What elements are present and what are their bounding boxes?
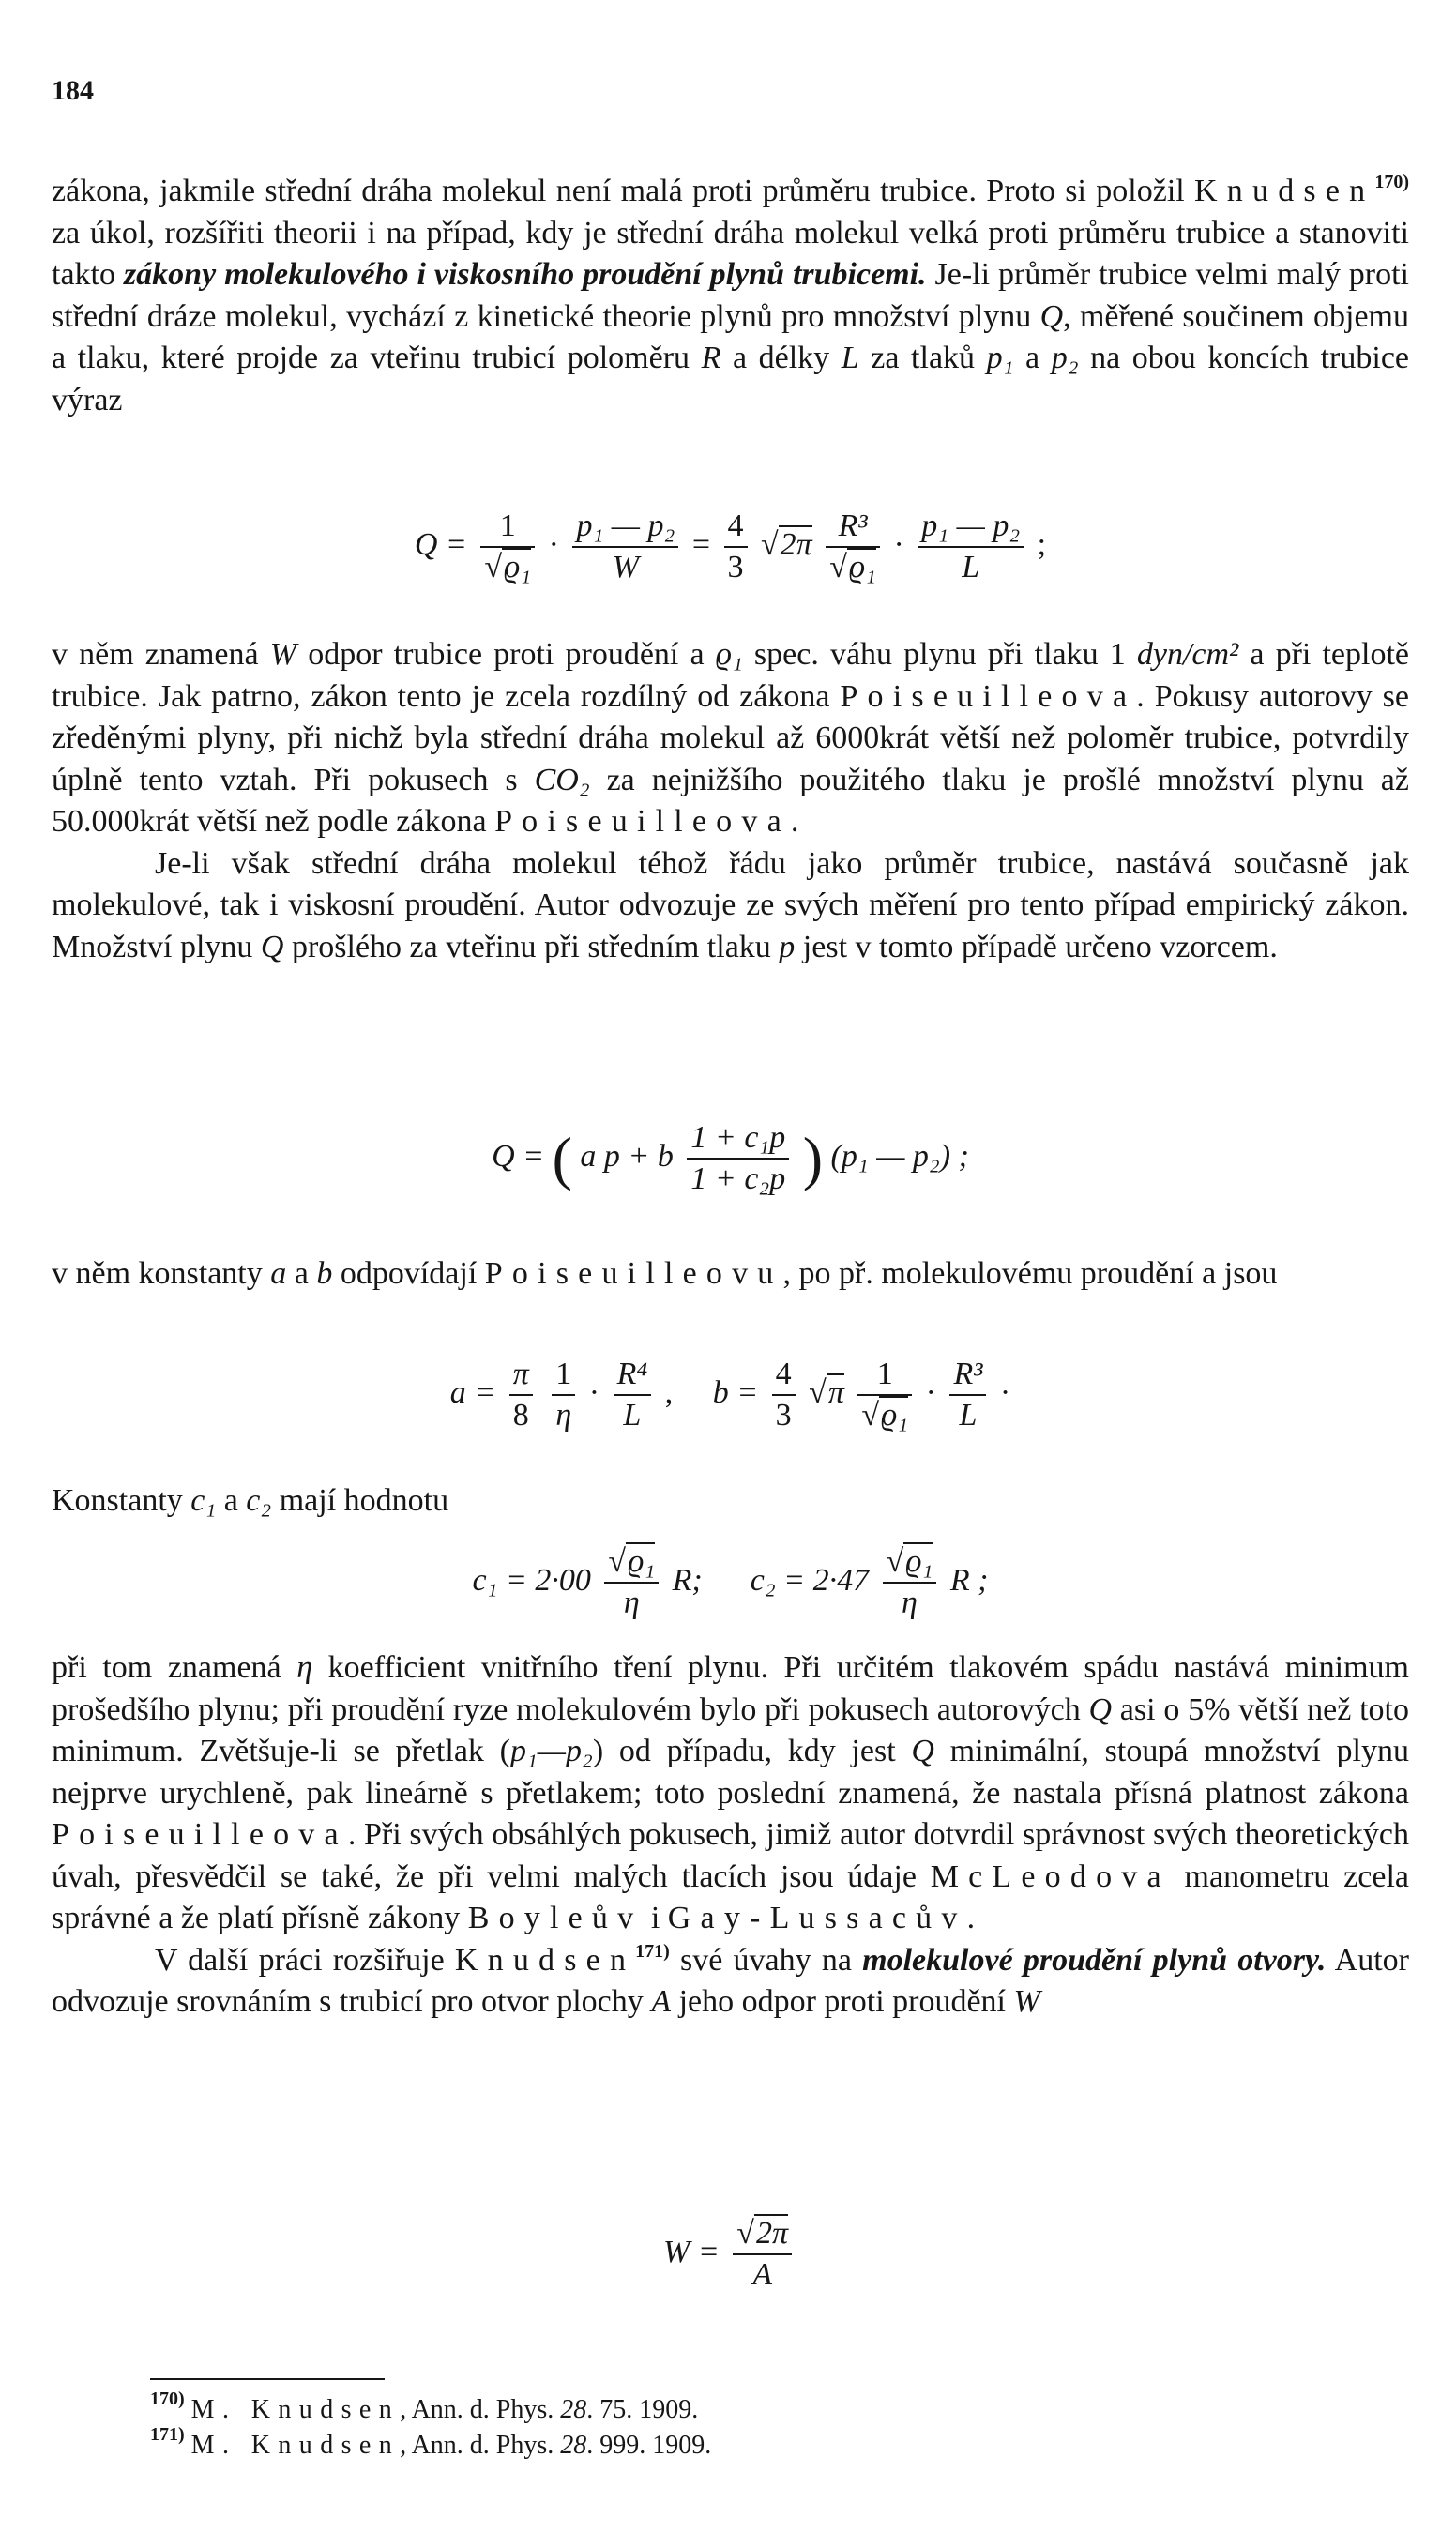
- denominator: η: [623, 1585, 640, 1620]
- symbol: W: [269, 637, 297, 672]
- text-block-1: [52, 171, 1409, 421]
- text: a: [216, 1483, 247, 1518]
- paren: ): [802, 1125, 824, 1191]
- paragraph-6: [52, 1647, 1409, 1940]
- numerator: 4: [724, 507, 748, 548]
- denominator: 3: [775, 1398, 792, 1433]
- eq-term: R;: [672, 1562, 703, 1598]
- symbol: p₁: [986, 341, 1014, 375]
- denominator: W: [612, 550, 640, 584]
- denominator: η: [902, 1585, 918, 1620]
- numerator: π: [509, 1355, 533, 1396]
- fraction: [509, 1355, 533, 1435]
- text: spec. váhu plynu při tlaku 1: [742, 637, 1137, 672]
- text: minimální, stoupá množství plynu nejprve urychleně, pak lineárně s přetlakem; toto poslední znamená, že nastala přísná platnost zákona: [52, 1734, 1409, 1811]
- punctuation: ,: [664, 1374, 674, 1410]
- text: koefficient vnitřního tření plynu. Při určitém tlakovém spádu nastává minimum prošedšího plynu; při proudění ryze molekulovém bylo při pokusech autorových: [52, 1650, 1409, 1727]
- denominator: √ϱ₁: [484, 550, 532, 584]
- numerator: p₁ — p₂: [572, 507, 678, 548]
- author-name: Knudsen: [1194, 174, 1375, 208]
- equation-1: Q = $\frac{1}{\text{√ϱ₁}}$ · $\frac{\text{p₁ — p₂}}{W}$ = $\frac{4}{3}$ √2π $\frac{\text{R³}}{\text{√ϱ₁}}$ · $\frac{\text{p₁ — p₂}}{L}$ ;: [52, 507, 1409, 587]
- fraction: [604, 1542, 659, 1623]
- author-name: Poiseuilleovu: [484, 1256, 783, 1291]
- paragraph-2: [52, 634, 1409, 843]
- text: na obou koncích trubice výraz: [52, 341, 1409, 417]
- fraction: [572, 507, 678, 587]
- fraction: [687, 1118, 789, 1199]
- text: v něm znamená: [52, 637, 270, 672]
- denominator: L: [962, 550, 980, 584]
- paragraph-7: [52, 1940, 1409, 2024]
- symbol: η: [296, 1650, 313, 1685]
- footnote-rule: [150, 2378, 385, 2380]
- fraction: [724, 507, 748, 587]
- eq-lhs: b =: [712, 1374, 759, 1410]
- symbol: ϱ₁: [715, 637, 743, 672]
- symbol: A: [651, 1984, 672, 2019]
- sqrt-arg: ϱ₁: [905, 1544, 933, 1579]
- footnote-volume: 28: [560, 2395, 587, 2424]
- numerator: √ϱ₁: [604, 1542, 659, 1584]
- text: a při teplotě trubice. Jak patrno, zákon tento je zcela rozdílný od zákona: [52, 637, 1409, 714]
- page-number: 184: [52, 75, 94, 106]
- footnote-volume: 28: [560, 2431, 587, 2460]
- numerator: 1 + c₁p: [687, 1118, 789, 1160]
- eq-lhs: a =: [449, 1374, 496, 1410]
- unit: dyn/cm²: [1136, 637, 1239, 672]
- text-block-4: [52, 1480, 1409, 1523]
- author-name: Knudsen: [454, 1942, 636, 1978]
- eq-lhs: Q =: [414, 526, 467, 562]
- sqrt-arg: ϱ₁: [848, 550, 876, 584]
- symbol: CO₂: [534, 762, 590, 797]
- footnote-author: M. Knudsen: [190, 2431, 401, 2460]
- symbol: Q: [260, 929, 284, 964]
- text: a: [286, 1256, 317, 1291]
- text: asi o 5% větší než toto minimum. Zvětšuje-li se přetlak (: [52, 1691, 1409, 1768]
- numerator: R³: [826, 507, 880, 548]
- equation-3: a = $\frac{\pi}{8}$ $\frac{1}{\eta}$ · $\frac{\text{R⁴}}{L}$ , b = $\frac{4}{3}$ √π $\frac{1}{\text{√ϱ₁}}$ · $\frac{\text{R³}}{L}$ ·: [52, 1355, 1409, 1435]
- footnote-journal: , Ann. d. Phys.: [400, 2395, 561, 2424]
- text: a délky: [720, 341, 842, 375]
- paragraph-5: [52, 1480, 1409, 1523]
- denominator: 1 + c₂p: [690, 1161, 786, 1196]
- operator: =: [691, 526, 710, 562]
- eq-lhs: Q =: [492, 1138, 545, 1174]
- text: .: [966, 1901, 976, 1935]
- text: mají hodnotu: [271, 1483, 449, 1518]
- text: . Pokusy autorovy se zředěnými plyny, při nichž byla střední dráha molekul až 6000krát větší než poloměr trubice, potvrdily úplně tento vztah. Při pokusech s: [52, 678, 1410, 797]
- symbol: p₁—p₂: [509, 1734, 593, 1768]
- eq-lhs: W =: [663, 2234, 720, 2269]
- operator: ·: [588, 1374, 600, 1410]
- denominator: L: [959, 1398, 978, 1433]
- symbol: c₂: [246, 1483, 272, 1518]
- symbol: W: [1013, 1984, 1040, 2019]
- text: manometru zcela správné a že platí přísně zákony: [52, 1858, 1409, 1935]
- text: i: [643, 1901, 668, 1935]
- symbol: p₂: [1051, 341, 1079, 375]
- denominator: η: [555, 1398, 572, 1433]
- author-name: Poiseuilleova: [494, 804, 791, 839]
- footnote-author: M. Knudsen: [190, 2395, 401, 2424]
- text-block-3: [52, 1253, 1409, 1296]
- fraction: [883, 1542, 937, 1623]
- text: Konstanty: [52, 1483, 191, 1518]
- text: v něm konstanty: [52, 1256, 271, 1291]
- text: V další práci rozšiřuje: [155, 1942, 455, 1978]
- footnote-pages: . 75. 1909.: [586, 2395, 699, 2424]
- author-name: McLeodova: [930, 1858, 1171, 1894]
- symbol: Q: [1088, 1691, 1113, 1727]
- eq-lhs: c₂ = 2·47: [750, 1562, 870, 1598]
- text: zákona, jakmile střední dráha molekul není malá proti průměru trubice. Proto si položil: [52, 174, 1195, 208]
- text: Je-li průměr trubice velmi malý proti střední dráze molekul, vychází z kinetické theorie plynů pro množství plynu: [52, 257, 1410, 334]
- emphasis: zákony molekulového i viskosního proudění plynů trubicemi.: [123, 257, 927, 292]
- numerator: R⁴: [614, 1355, 652, 1396]
- paren: (: [552, 1125, 572, 1191]
- text: své úvahy na: [669, 1942, 863, 1978]
- fraction: [772, 1355, 796, 1435]
- sqrt-arg: 2π: [755, 2216, 788, 2251]
- fraction: [826, 507, 880, 587]
- fraction: [480, 507, 535, 587]
- text: za úkol, rozšířiti theorii i na případ, kdy je střední dráha molekul velká proti průměru trubice a stanoviti takto: [52, 215, 1409, 292]
- eq-term: (p₁ — p₂) ;: [830, 1138, 969, 1174]
- symbol: Q: [911, 1734, 934, 1768]
- footnote-ref: 170): [1374, 172, 1409, 192]
- equation-2: [52, 1118, 1409, 1199]
- text: prošlého za vteřinu při středním tlaku: [283, 929, 780, 964]
- numerator: p₁ — p₂: [918, 507, 1024, 548]
- text: , měřené součinem objemu a tlaku, které projde za vteřinu trubicí poloměru: [52, 298, 1409, 375]
- denominator: √ϱ₁: [861, 1398, 909, 1433]
- text-block-5: [52, 1647, 1409, 2024]
- text: . Při svých obsáhlých pokusech, jimiž autor dotvrdil správnost svých theoretických úvah, přesvědčil se také, že při velmi malých tlacích jsou údaje: [52, 1817, 1409, 1894]
- eq-lhs: c₁ = 2·00: [472, 1562, 591, 1598]
- text: jeho odpor proti proudění: [671, 1984, 1014, 2019]
- footnote-pages: . 999. 1909.: [586, 2431, 712, 2460]
- numerator: √ϱ₁: [883, 1542, 937, 1584]
- text: za nejnižšího použitého tlaku je prošlé množství plynu až 50.000krát větší než podle zákona: [52, 762, 1409, 839]
- footnote-ref: 171): [635, 1940, 670, 1962]
- text: jest v tomto případě určeno vzorcem.: [795, 929, 1278, 964]
- denominator: √ϱ₁: [829, 550, 876, 584]
- numerator: √2π: [733, 2214, 792, 2255]
- operator: ·: [893, 526, 904, 562]
- paragraph-1: [52, 171, 1409, 421]
- footnote-journal: , Ann. d. Phys.: [400, 2431, 561, 2460]
- denominator: 8: [512, 1398, 529, 1433]
- sqrt-arg: ϱ₁: [628, 1544, 656, 1579]
- text: .: [790, 804, 799, 839]
- numerator: R³: [949, 1355, 986, 1396]
- text: ) od případu, kdy jest: [592, 1734, 912, 1768]
- footnote-170: [150, 2389, 699, 2426]
- symbol: L: [841, 341, 859, 375]
- operator: ·: [548, 526, 559, 562]
- text: odpor trubice proti proudění a: [296, 637, 716, 672]
- punctuation: ;: [1037, 526, 1047, 562]
- fraction: [918, 507, 1024, 587]
- text: Je-li však střední dráha molekul téhož řádu jako průměr trubice, nastává současně jak molekulové, tak i viskosní proudění. Autor odvozuje ze svých měření pro tento případ empirický zákon. Množství plynu: [52, 845, 1409, 964]
- numerator: 1: [480, 507, 535, 548]
- sqrt-arg: ϱ₁: [881, 1398, 909, 1433]
- numerator: 1: [857, 1355, 912, 1396]
- symbol: Q: [1039, 298, 1064, 334]
- text: a: [1013, 341, 1052, 375]
- emphasis: molekulové proudění plynů otvory.: [862, 1942, 1327, 1978]
- author-name: Poiseuilleova: [840, 678, 1137, 714]
- symbol: c₁: [190, 1483, 217, 1518]
- text: Autor odvozuje srovnáním s trubicí pro otvor plochy: [52, 1942, 1409, 2019]
- symbol: p: [779, 929, 796, 964]
- numerator: 4: [772, 1355, 796, 1396]
- equation-4: [52, 1542, 1409, 1623]
- text: , po př. molekulovému proudění a jsou: [782, 1256, 1278, 1291]
- paragraph-3: [52, 843, 1409, 969]
- symbol: R: [701, 341, 721, 375]
- eq-term: R ;: [949, 1562, 989, 1598]
- sqrt-arg: π: [827, 1374, 844, 1410]
- symbol: a: [270, 1256, 287, 1291]
- fraction: [552, 1355, 575, 1435]
- punctuation: ·: [999, 1374, 1011, 1410]
- denominator: L: [623, 1398, 642, 1433]
- symbol: b: [316, 1256, 333, 1291]
- eq-term: a p + b: [580, 1138, 674, 1174]
- paragraph-4: [52, 1253, 1409, 1296]
- footnote-mark: 170): [150, 2389, 185, 2409]
- sqrt-arg: ϱ₁: [504, 550, 532, 584]
- equation-5: [52, 2214, 1409, 2295]
- text-block-2: [52, 634, 1409, 968]
- sqrt-arg: 2π: [780, 526, 812, 562]
- fraction: [949, 1355, 986, 1435]
- text: za tlaků: [858, 341, 987, 375]
- text: při tom znamená: [52, 1650, 297, 1685]
- fraction: [614, 1355, 652, 1435]
- author-name: Poiseuilleova: [52, 1817, 348, 1852]
- numerator: 1: [552, 1355, 575, 1396]
- text: odpovídají: [332, 1256, 485, 1291]
- operator: ·: [925, 1374, 936, 1410]
- denominator: 3: [727, 550, 744, 584]
- author-name: Boyleův: [467, 1901, 644, 1935]
- fraction: [733, 2214, 792, 2295]
- fraction: [857, 1355, 912, 1435]
- footnote-mark: 171): [150, 2424, 185, 2445]
- author-name: Gay-Lussacův: [667, 1901, 967, 1935]
- footnote-171: [150, 2424, 712, 2462]
- denominator: A: [752, 2257, 773, 2292]
